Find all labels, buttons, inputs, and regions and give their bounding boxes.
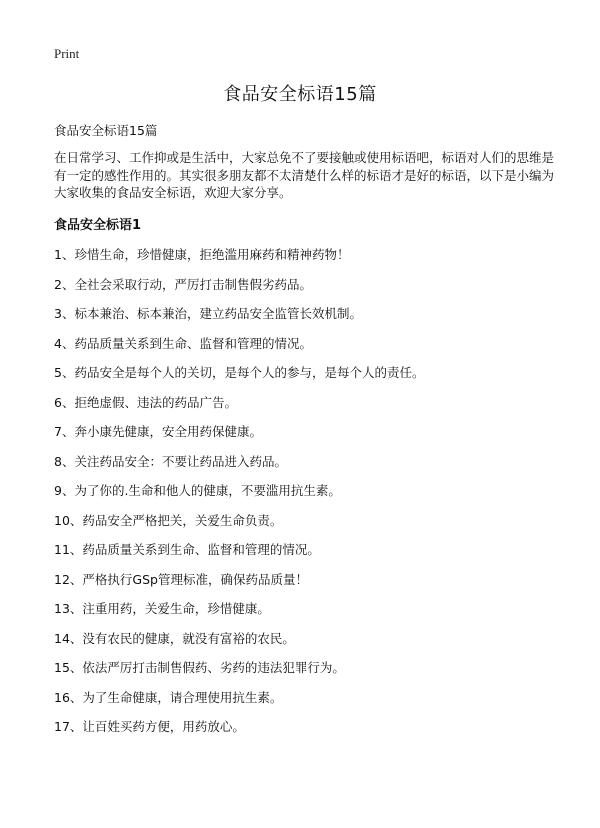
- slogan-item: 7、奔小康先健康，安全用药保健康。: [54, 424, 262, 439]
- page-title: 食品安全标语15篇: [223, 84, 377, 105]
- slogan-item: 13、注重用药，关爱生命，珍惜健康。: [54, 601, 270, 616]
- print-link[interactable]: Print: [54, 46, 80, 61]
- slogan-item: 6、拒绝虚假、违法的药品广告。: [54, 394, 237, 410]
- slogan-item: 8、关注药品安全：不要让药品进入药品。: [54, 453, 287, 469]
- slogan-item: 5、药品安全是每个人的关切，是每个人的参与，是每个人的责任。: [54, 365, 425, 380]
- slogan-item: 10、药品安全严格把关，关爱生命负责。: [54, 512, 283, 528]
- slogan-item: 15、依法严厉打击制售假药、劣药的违法犯罪行为。: [54, 660, 345, 675]
- slogan-item: 4、药品质量关系到生命、监督和管理的情况。: [54, 335, 312, 351]
- section-heading: 食品安全标语1: [54, 218, 142, 233]
- slogan-item: 11、药品质量关系到生命、监督和管理的情况。: [54, 542, 320, 557]
- document-subtitle: 食品安全标语15篇: [54, 123, 158, 138]
- slogan-item: 17、让百姓买药方便，用药放心。: [54, 719, 245, 734]
- slogan-item: 9、为了你的.生命和他人的健康，不要滥用抗生素。: [54, 483, 341, 498]
- slogan-list: [54, 246, 424, 748]
- slogan-item: 16、为了生命健康，请合理使用抗生素。: [54, 689, 283, 705]
- slogan-item: 12、严格执行GSp管理标准，确保药品质量！: [54, 571, 308, 587]
- intro-paragraph: 在日常学习、工作抑或是生活中，大家总免不了要接触或使用标语吧，标语对人们的思维是有一定的感性作用的。其实很多朋友都不太清楚什么样的标语才是好的标语，以下是小编为大家收集的食品安全标语，欢迎大家分享。: [54, 150, 555, 200]
- slogan-item: 14、没有农民的健康，就没有富裕的农民。: [54, 630, 295, 646]
- slogan-item: 1、珍惜生命，珍惜健康，拒绝滥用麻药和精神药物！: [54, 247, 350, 262]
- slogan-item: 3、标本兼治、标本兼治，建立药品安全监管长效机制。: [54, 306, 362, 321]
- slogan-item: 2、全社会采取行动，严厉打击制售假劣药品。: [54, 276, 312, 292]
